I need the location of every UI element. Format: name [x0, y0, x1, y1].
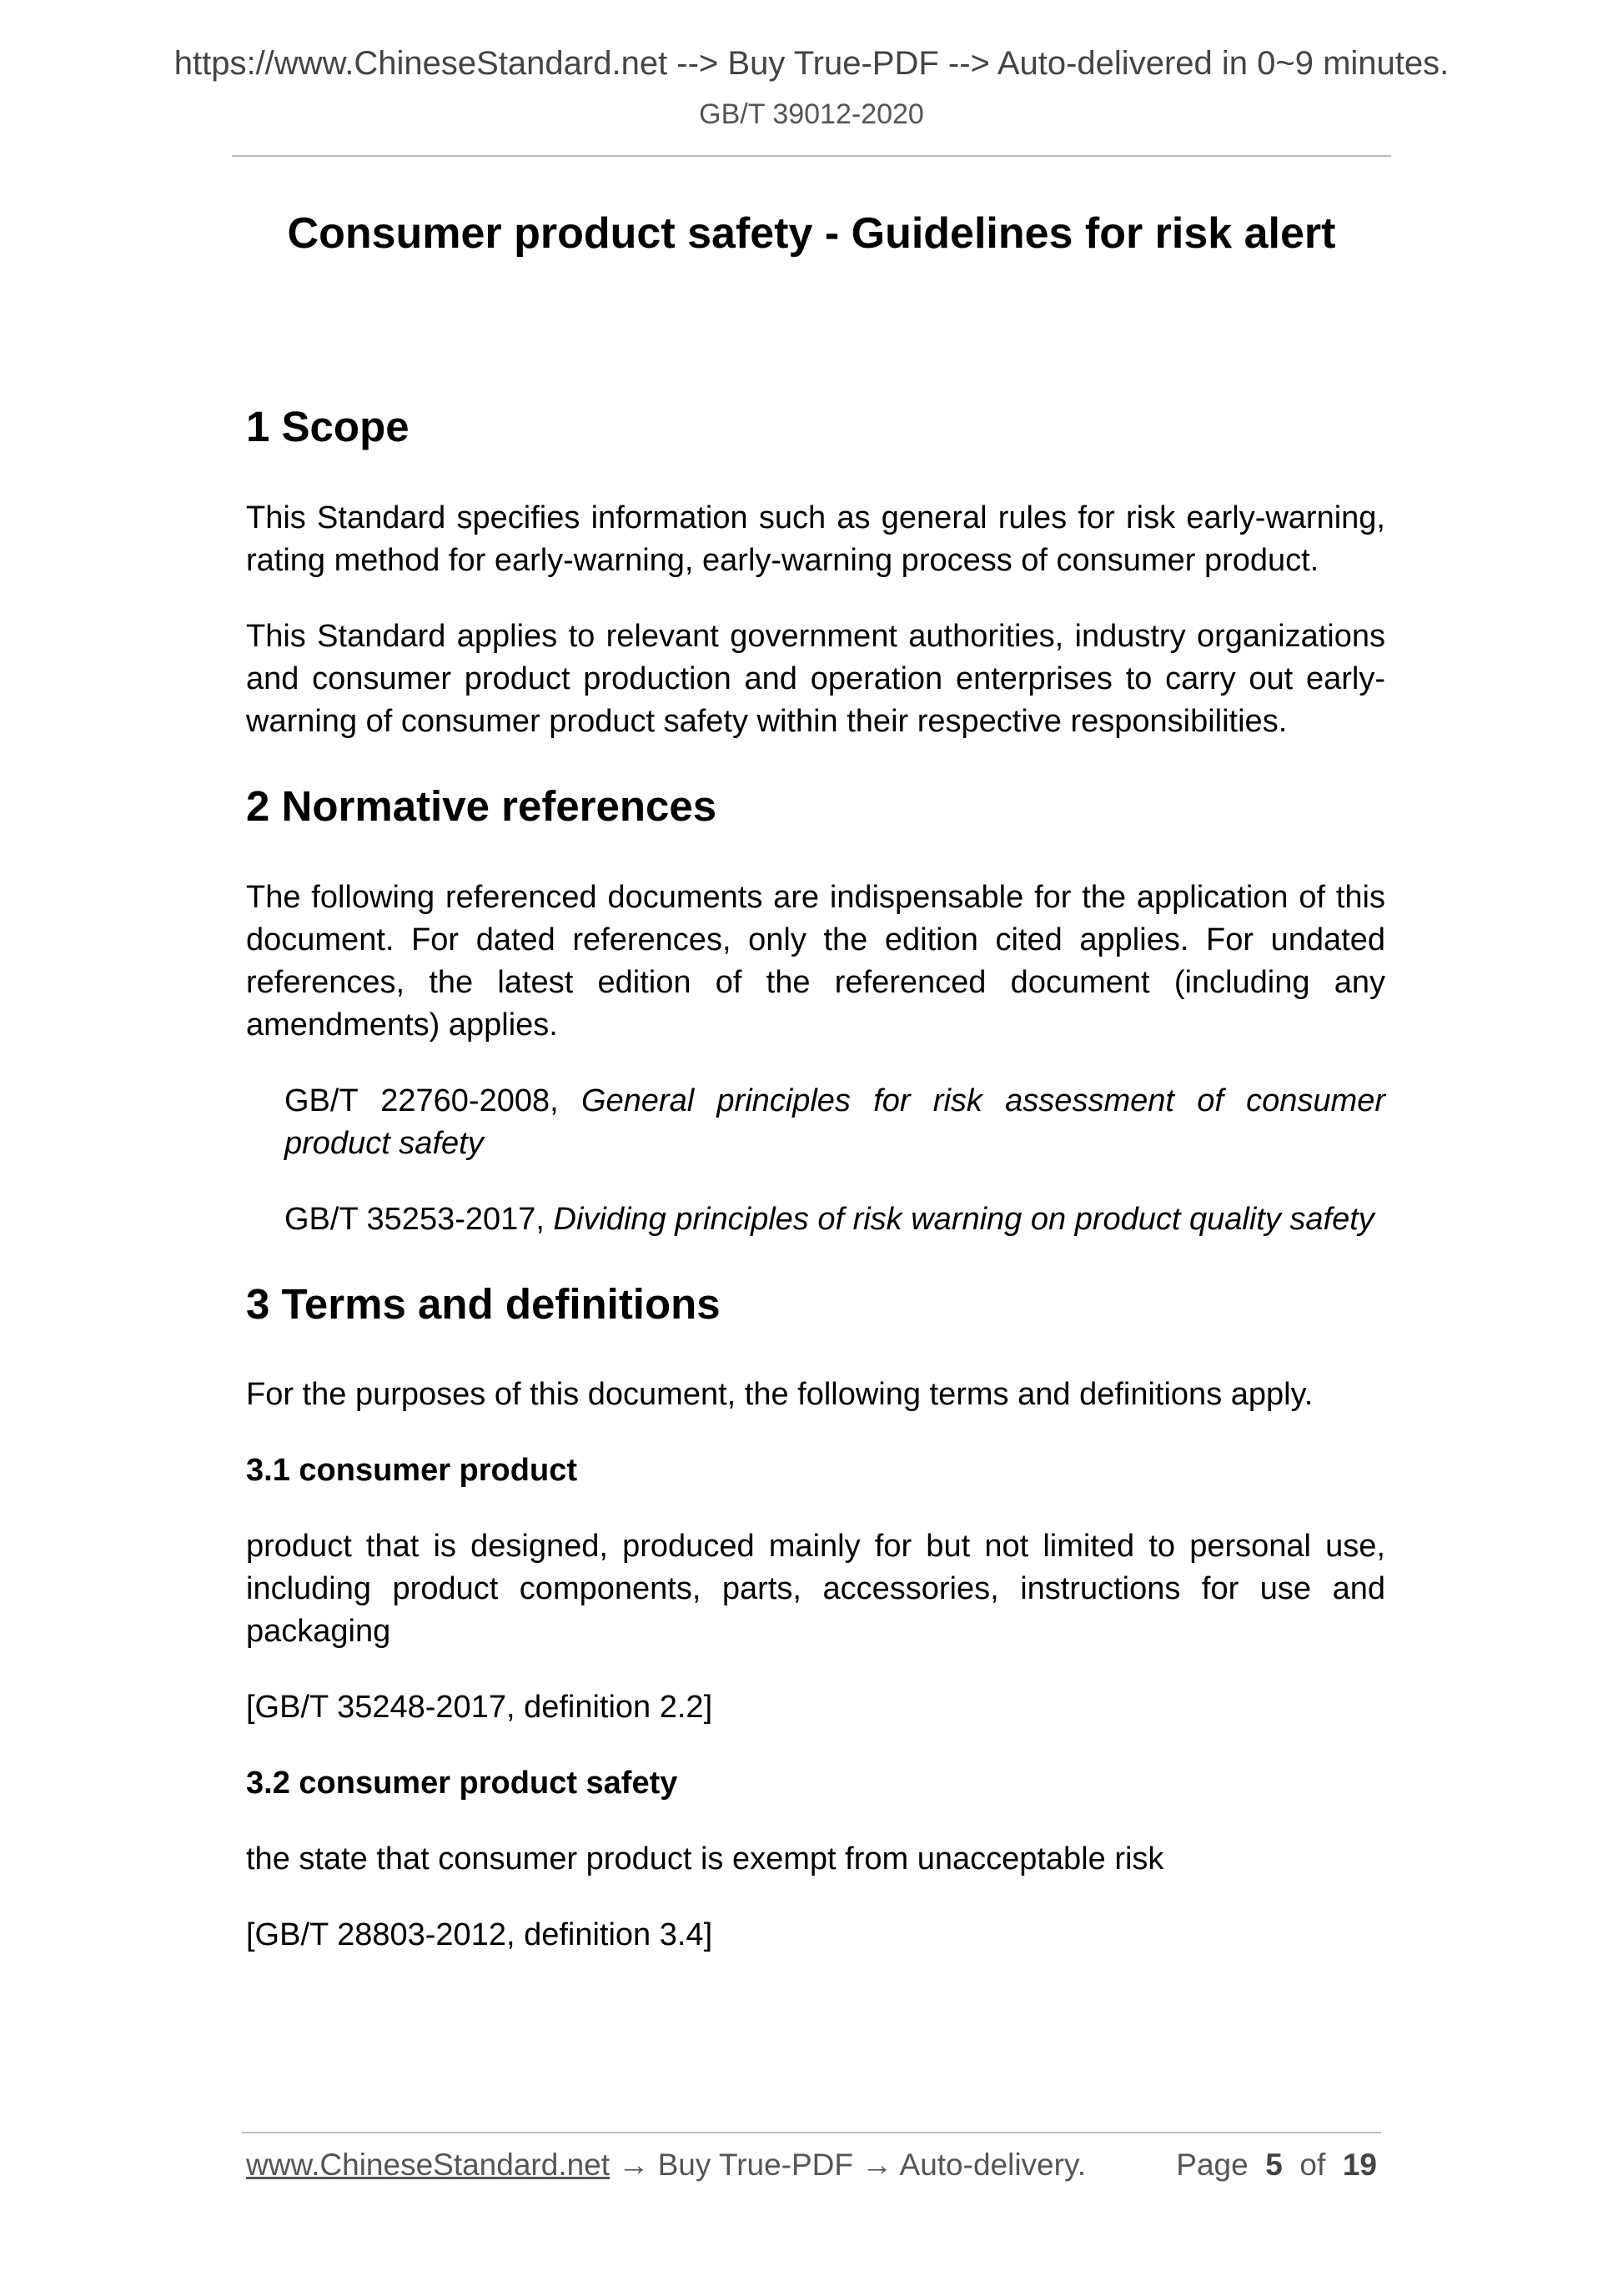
- page-title: Consumer product safety - Guidelines for risk alert: [287, 209, 1336, 258]
- terms-intro: For the purposes of this document, the following terms and definitions apply.: [246, 1377, 1314, 1413]
- header-divider: [232, 155, 1391, 157]
- section-heading-normative-references: 2 Normative references: [246, 781, 717, 830]
- page-number: [1176, 2148, 1377, 2183]
- header-banner: https://www.ChineseStandard.net --> Buy True-PDF --> Auto-delivered in 0~9 minutes.: [173, 45, 1450, 82]
- document-body: [246, 400, 1385, 1957]
- page-current: 5: [1265, 2148, 1283, 2182]
- reference-title: General principles for risk assessment of consumer product safety: [284, 1083, 1385, 1161]
- term-heading: 3.2 consumer product safety: [246, 1766, 678, 1801]
- reference-code: GB/T 35253-2017,: [284, 1201, 554, 1237]
- footer-divider: [242, 2132, 1381, 2133]
- term-definition: the state that consumer product is exempt from unacceptable risk: [246, 1841, 1164, 1877]
- footer-site-link[interactable]: www.ChineseStandard.net: [246, 2148, 611, 2182]
- reference-item: [284, 1198, 1385, 1241]
- footer: [246, 2148, 1377, 2183]
- document-id: GB/T 39012-2020: [699, 98, 924, 130]
- term-source: [GB/T 28803-2012, definition 3.4]: [246, 1917, 713, 1953]
- footer-left: [246, 2148, 1086, 2183]
- footer-tagline: → Buy True-PDF → Auto-delivery.: [610, 2148, 1086, 2182]
- term-definition: product that is designed, produced mainly for but not limited to personal use, including product components, parts, accessories, instructions for use and packaging: [246, 1529, 1385, 1650]
- scope-paragraph-1: This Standard specifies information such as general rules for risk early-warning, rating method for early-warning, early-warning process of consumer product.: [246, 500, 1385, 578]
- page-word: Page: [1176, 2148, 1249, 2182]
- reference-item: [284, 1080, 1385, 1165]
- term-heading: 3.1 consumer product: [246, 1453, 577, 1489]
- page-total: 19: [1342, 2148, 1377, 2182]
- normative-paragraph: The following referenced documents are indispensable for the application of this document. For dated references, only the edition cited applies. For undated references, the latest edition of the referenced document (including any amendments) applies.: [246, 879, 1385, 1042]
- section-heading-terms: 3 Terms and definitions: [246, 1279, 721, 1328]
- of-word: of: [1299, 2148, 1326, 2182]
- scope-paragraph-2: This Standard applies to relevant government authorities, industry organizations and consumer product production and operation enterprises to carry out early-warning of consumer product safety within their respective responsibilities.: [246, 618, 1385, 739]
- reference-code: GB/T 22760-2008,: [284, 1083, 581, 1118]
- reference-title: Dividing principles of risk warning on product quality safety: [553, 1201, 1374, 1237]
- term-source: [GB/T 35248-2017, definition 2.2]: [246, 1690, 713, 1726]
- section-heading-scope: 1 Scope: [246, 403, 410, 450]
